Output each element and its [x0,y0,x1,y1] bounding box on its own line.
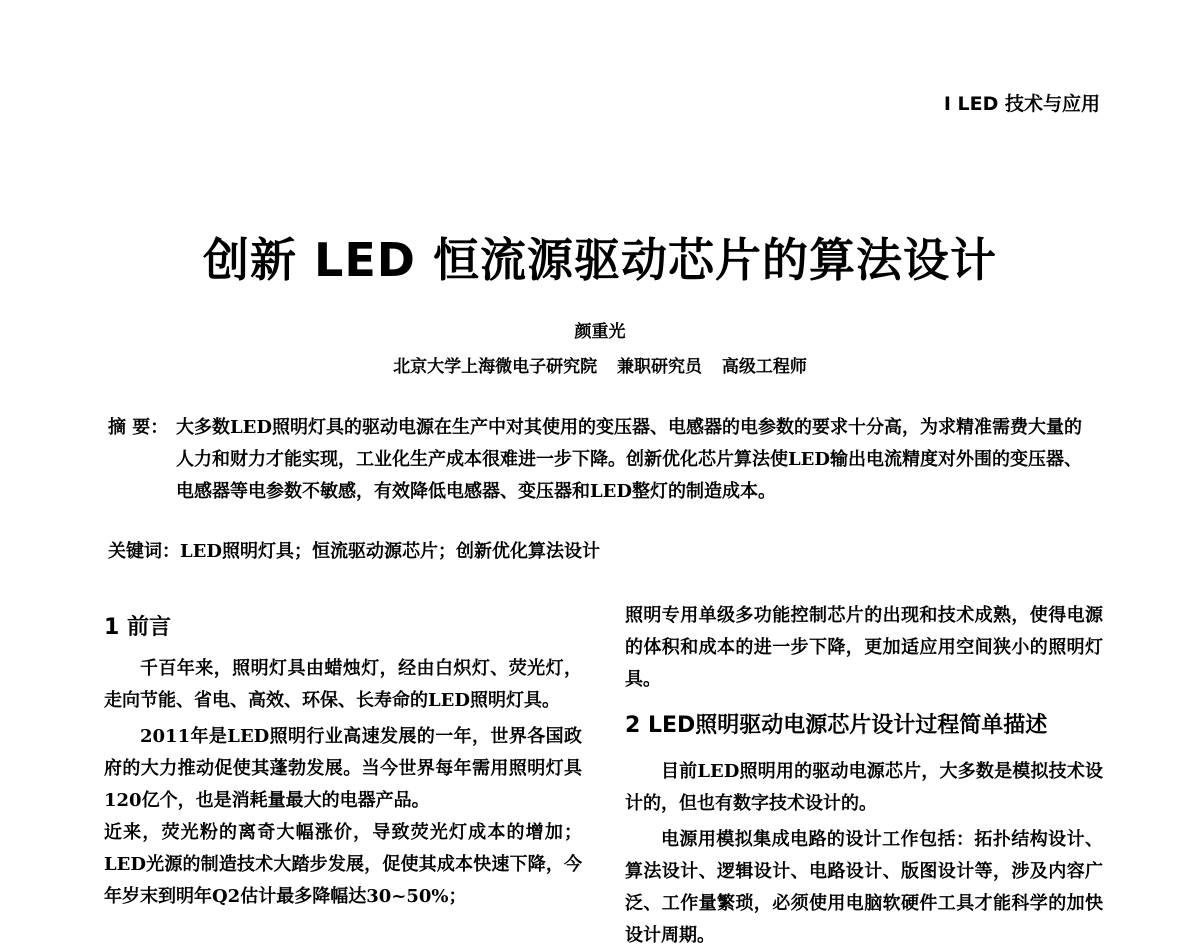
section-1-paragraph-4: 照明专用单级多功能控制芯片的出现和技术成熟，使得电源的体积和成本的进一步下降，更加适应用空间狭小的照明灯具。 [625,605,1103,690]
abstract-text: 大多数LED照明灯具的驱动电源在生产中对其使用的变压器、电感器的电参数的要求十分高，为求精准需费大量的人力和财力才能实现，工业化生产成本很难进一步下降。创新优化芯片算法使LED输出电流精度对外围的变压器、电感器等电参数不敏感，有效降低电感器、变压器和LED整灯的制造成本。 [176,417,1082,502]
right-column [625,600,1103,952]
left-column [104,600,582,913]
author-name: 颜重光 [574,322,626,342]
keywords [108,537,1093,563]
author-affiliation: 北京大学上海微电子研究院 兼职研究员 高级工程师 [393,357,807,377]
keywords-label: 关键词： [108,541,180,562]
keywords-text: LED照明灯具；恒流驱动源芯片；创新优化算法设计 [180,541,600,562]
section-2-paragraph-2: 电源用模拟集成电路的设计工作包括：拓扑结构设计、算法设计、逻辑设计、电路设计、版图设计等，涉及内容广泛、工作量繁琐，必须使用电脑软硬件工具才能科学的加快设计周期。 [625,829,1103,946]
section-2-heading: 2 LED照明驱动电源芯片设计过程简单描述 [625,713,1048,738]
section-1-heading: 1 前言 [104,615,171,640]
section-2-paragraph-1: 目前LED照明用的驱动电源芯片，大多数是模拟技术设计的，但也有数字技术设计的。 [625,761,1103,814]
section-1-paragraph-1: 千百年来，照明灯具由蜡烛灯，经由白炽灯、荧光灯，走向节能、省电、高效、环保、长寿命的LED照明灯具。 [104,658,582,711]
section-1-paragraph-3: 近来，荧光粉的离奇大幅涨价，导致荧光灯成本的增加；LED光源的制造技术大踏步发展，促使其成本快速下降，今年岁末到明年Q2估计最多降幅达30~50%； [104,822,582,907]
abstract-label: 摘 要： [108,417,169,438]
section-1-paragraph-2: 2011年是LED照明行业高速发展的一年，世界各国政府的大力推动促使其蓬勃发展。当今世界每年需用照明灯具120亿个，也是消耗量最大的电器产品。 [104,726,582,811]
section-tag: Ⅰ LED 技术与应用 [943,93,1100,115]
abstract [108,412,1093,508]
article-title: 创新 LED 恒流源驱动芯片的算法设计 [203,233,997,287]
